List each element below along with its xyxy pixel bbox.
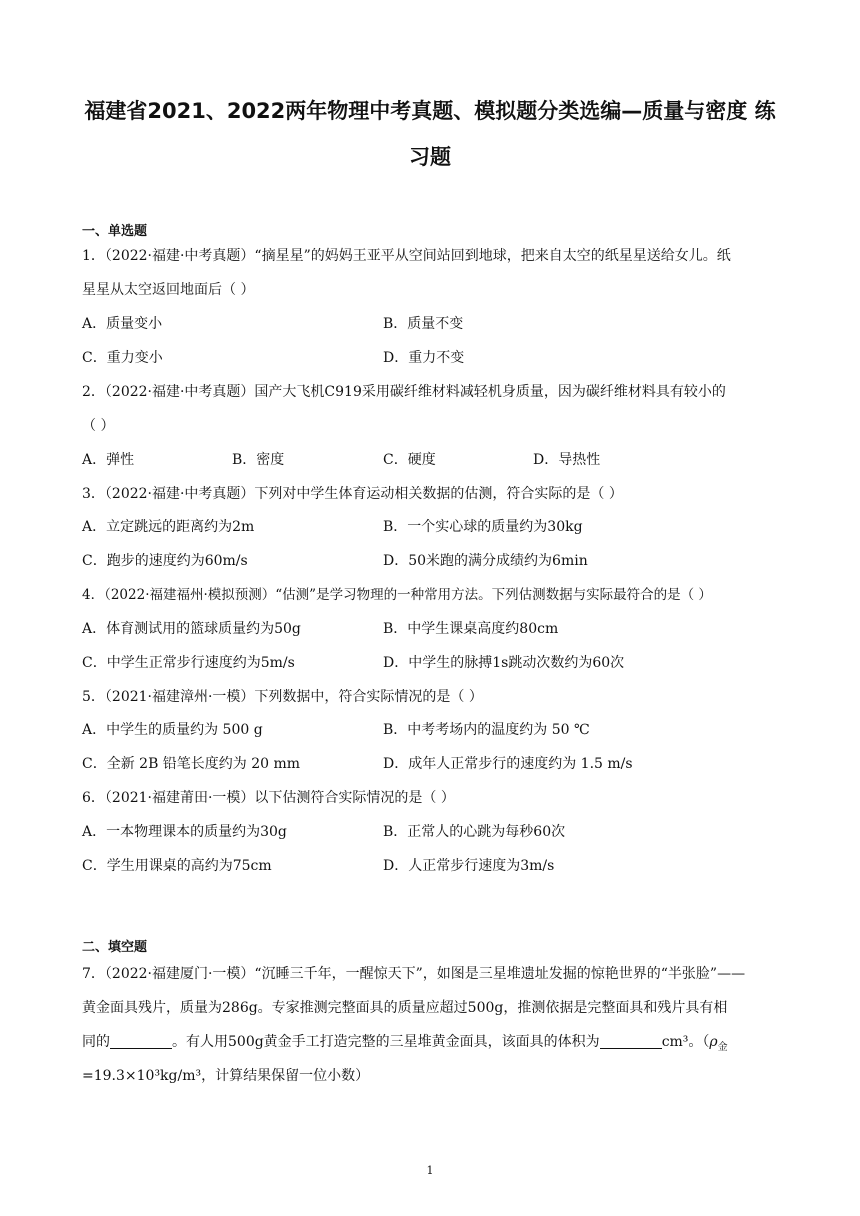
question-6-option-a: A．一本物理课本的质量约为30g bbox=[82, 824, 287, 840]
question-2-option-a: A．弹性 bbox=[82, 452, 135, 468]
page-title bbox=[70, 88, 790, 180]
question-3-option-d: D．50米跑的满分成绩约为6min bbox=[383, 553, 588, 569]
page-number: 1 bbox=[426, 1164, 434, 1177]
title-line-1: 福建省2021、2022两年物理中考真题、模拟题分类选编—质量与密度 练 bbox=[84, 99, 776, 123]
question-7-text-part-2: 。有人用500g黄金手工打造完整的三星堆黄金面具，该面具的体积为 bbox=[172, 1034, 600, 1050]
question-5-option-b: B．中考考场内的温度约为 50 ℃ bbox=[383, 722, 590, 738]
density-subscript: 金 bbox=[717, 1041, 728, 1053]
question-6-option-c: C．学生用课桌的高约为75cm bbox=[82, 858, 272, 874]
question-7-blank-2[interactable] bbox=[600, 1034, 662, 1049]
question-1-option-a: A．质量变小 bbox=[82, 316, 163, 332]
question-3-option-b: B．一个实心球的质量约为30kg bbox=[383, 519, 583, 535]
question-2-stem-line-2: （ ） bbox=[82, 418, 115, 434]
question-5-option-a: A．中学生的质量约为 500 g bbox=[82, 722, 263, 738]
question-4-option-a: A．体育测试用的篮球质量约为50g bbox=[82, 621, 301, 637]
question-7-line-2: 黄金面具残片，质量为286g。专家推测完整面具的质量应超过500g，推测依据是完整面具和残片具有相 bbox=[82, 1000, 728, 1016]
question-7-text-part-3: cm³。（ bbox=[661, 1034, 710, 1050]
question-7-blank-1[interactable] bbox=[110, 1034, 172, 1049]
question-1-option-b: B．质量不变 bbox=[383, 316, 464, 332]
question-7-text-part-1: 同的 bbox=[82, 1034, 110, 1050]
question-2-option-b: B．密度 bbox=[232, 452, 285, 468]
question-7-line-3 bbox=[82, 1032, 728, 1058]
question-6-stem: 6．（2021·福建莆田·一模）以下估测符合实际情况的是（ ） bbox=[82, 790, 455, 806]
question-1-stem-line-2: 星星从太空返回地面后（ ） bbox=[82, 282, 255, 298]
density-symbol: ρ bbox=[709, 1034, 718, 1050]
question-1-option-c: C．重力变小 bbox=[82, 350, 163, 366]
question-7-line-1: 7．（2022·福建厦门·一模）“沉睡三千年，一醒惊天下”，如图是三星堆遗址发掘的惊艳世界的“半张脸”—— bbox=[82, 966, 746, 982]
question-3-option-c: C．跑步的速度约为60m/s bbox=[82, 553, 248, 569]
question-3-option-a: A．立定跳远的距离约为2m bbox=[82, 519, 255, 535]
question-1-option-d: D．重力不变 bbox=[383, 350, 465, 366]
question-4-option-c: C．中学生正常步行速度约为5m/s bbox=[82, 655, 295, 671]
question-7-line-4: =19.3×10³kg/m³，计算结果保留一位小数） bbox=[82, 1068, 370, 1084]
question-4-option-b: B．中学生课桌高度约80cm bbox=[383, 621, 559, 637]
question-4-option-d: D．中学生的脉搏1s跳动次数约为60次 bbox=[383, 655, 625, 671]
section-heading-fill-in: 二、填空题 bbox=[82, 940, 148, 955]
question-5-option-c: C．全新 2B 铅笔长度约为 20 mm bbox=[82, 756, 301, 772]
question-4-stem: 4．（2022·福建福州·模拟预测）“估测”是学习物理的一种常用方法。下列估测数据与实际最符合的是（ ） bbox=[82, 587, 712, 603]
question-2-option-c: C．硬度 bbox=[383, 452, 436, 468]
question-2-stem-line-1: 2．（2022·福建·中考真题）国产大飞机C919采用碳纤维材料减轻机身质量，因为碳纤维材料具有较小的 bbox=[82, 384, 726, 400]
question-3-stem: 3．（2022·福建·中考真题）下列对中学生体育运动相关数据的估测，符合实际的是（ ） bbox=[82, 486, 623, 502]
question-6-option-b: B．正常人的心跳为每秒60次 bbox=[383, 824, 566, 840]
question-1-stem-line-1: 1．（2022·福建·中考真题）“摘星星”的妈妈王亚平从空间站回到地球，把来自太空的纸星星送给女儿。纸 bbox=[82, 248, 731, 264]
title-line-2: 习题 bbox=[409, 145, 451, 169]
section-heading-single-choice: 一、单选题 bbox=[82, 224, 148, 239]
question-6-option-d: D．人正常步行速度为3m/s bbox=[383, 858, 555, 874]
question-2-option-d: D．导热性 bbox=[533, 452, 601, 468]
question-5-stem: 5．（2021·福建漳州·一模）下列数据中，符合实际情况的是（ ） bbox=[82, 689, 483, 705]
question-5-option-d: D．成年人正常步行的速度约为 1.5 m/s bbox=[383, 756, 633, 772]
